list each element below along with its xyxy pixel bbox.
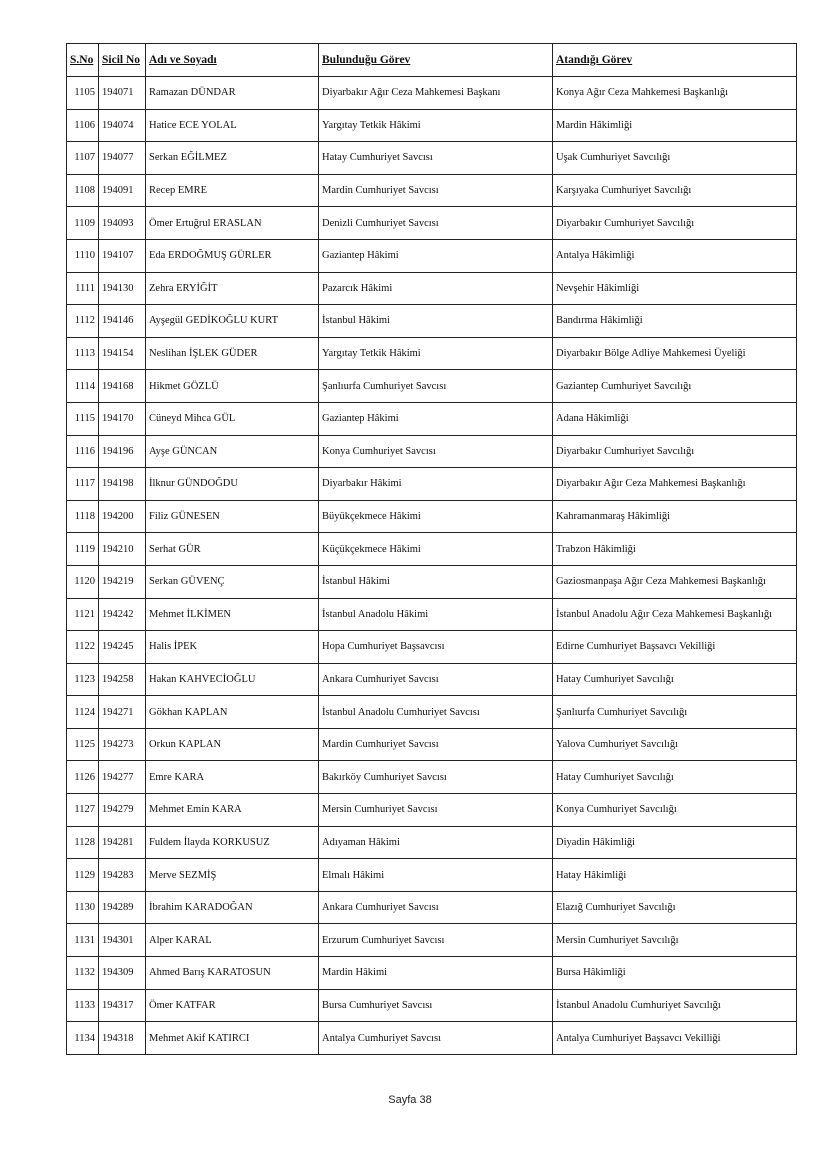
cell-name: Mehmet İLKİMEN [146, 598, 319, 631]
table-row [67, 305, 797, 338]
cell-sicil-no: 194309 [99, 957, 146, 990]
cell-assigned-post: Trabzon Hâkimliği [553, 533, 797, 566]
cell-name: Serkan GÜVENÇ [146, 565, 319, 598]
cell-assigned-post: Adana Hâkimliği [553, 402, 797, 435]
cell-name: Hakan KAHVECİOĞLU [146, 663, 319, 696]
cell-assigned-post: Nevşehir Hâkimliği [553, 272, 797, 305]
cell-name: Recep EMRE [146, 174, 319, 207]
cell-sno: 1110 [67, 239, 99, 272]
cell-current-post: Gaziantep Hâkimi [319, 402, 553, 435]
cell-current-post: Ankara Cumhuriyet Savcısı [319, 663, 553, 696]
cell-sno: 1121 [67, 598, 99, 631]
cell-assigned-post: Kahramanmaraş Hâkimliği [553, 500, 797, 533]
cell-sicil-no: 194242 [99, 598, 146, 631]
cell-sno: 1128 [67, 826, 99, 859]
table-row [67, 989, 797, 1022]
cell-name: Halis İPEK [146, 631, 319, 664]
cell-sicil-no: 194281 [99, 826, 146, 859]
cell-current-post: Mersin Cumhuriyet Savcısı [319, 794, 553, 827]
cell-sicil-no: 194071 [99, 77, 146, 110]
cell-assigned-post: İstanbul Anadolu Ağır Ceza Mahkemesi Başkanlığı [553, 598, 797, 631]
cell-sicil-no: 194200 [99, 500, 146, 533]
cell-current-post: Elmalı Hâkimi [319, 859, 553, 892]
cell-sno: 1113 [67, 337, 99, 370]
header-sicil-no: Sicil No [99, 44, 146, 77]
cell-sno: 1108 [67, 174, 99, 207]
table-row [67, 631, 797, 664]
cell-assigned-post: Şanlıurfa Cumhuriyet Savcılığı [553, 696, 797, 729]
cell-current-post: Şanlıurfa Cumhuriyet Savcısı [319, 370, 553, 403]
cell-sicil-no: 194271 [99, 696, 146, 729]
cell-sno: 1115 [67, 402, 99, 435]
cell-current-post: Pazarcık Hâkimi [319, 272, 553, 305]
cell-sicil-no: 194091 [99, 174, 146, 207]
cell-name: Emre KARA [146, 761, 319, 794]
cell-assigned-post: Karşıyaka Cumhuriyet Savcılığı [553, 174, 797, 207]
cell-sicil-no: 194168 [99, 370, 146, 403]
cell-name: Mehmet Emin KARA [146, 794, 319, 827]
cell-current-post: Bursa Cumhuriyet Savcısı [319, 989, 553, 1022]
cell-sno: 1120 [67, 565, 99, 598]
cell-assigned-post: Antalya Hâkimliği [553, 239, 797, 272]
cell-name: Serhat GÜR [146, 533, 319, 566]
cell-name: Ahmed Barış KARATOSUN [146, 957, 319, 990]
header-name: Adı ve Soyadı [146, 44, 319, 77]
table-row [67, 826, 797, 859]
assignment-table [66, 43, 797, 1055]
cell-assigned-post: Mersin Cumhuriyet Savcılığı [553, 924, 797, 957]
table-row [67, 337, 797, 370]
cell-current-post: Denizli Cumhuriyet Savcısı [319, 207, 553, 240]
cell-current-post: Erzurum Cumhuriyet Savcısı [319, 924, 553, 957]
cell-assigned-post: Uşak Cumhuriyet Savcılığı [553, 142, 797, 175]
cell-sicil-no: 194077 [99, 142, 146, 175]
cell-sno: 1122 [67, 631, 99, 664]
cell-current-post: Konya Cumhuriyet Savcısı [319, 435, 553, 468]
cell-current-post: Küçükçekmece Hâkimi [319, 533, 553, 566]
cell-name: Hatice ECE YOLAL [146, 109, 319, 142]
cell-sicil-no: 194273 [99, 728, 146, 761]
cell-current-post: İstanbul Hâkimi [319, 305, 553, 338]
header-sno: S.No [67, 44, 99, 77]
cell-current-post: Bakırköy Cumhuriyet Savcısı [319, 761, 553, 794]
cell-name: Ayşegül GEDİKOĞLU KURT [146, 305, 319, 338]
cell-current-post: Hatay Cumhuriyet Savcısı [319, 142, 553, 175]
cell-assigned-post: Hatay Cumhuriyet Savcılığı [553, 761, 797, 794]
cell-assigned-post: Gaziantep Cumhuriyet Savcılığı [553, 370, 797, 403]
table-row [67, 924, 797, 957]
cell-current-post: Gaziantep Hâkimi [319, 239, 553, 272]
table-row [67, 207, 797, 240]
cell-name: Filiz GÜNESEN [146, 500, 319, 533]
cell-name: Merve SEZMİŞ [146, 859, 319, 892]
table-row [67, 239, 797, 272]
cell-sno: 1106 [67, 109, 99, 142]
cell-assigned-post: Hatay Cumhuriyet Savcılığı [553, 663, 797, 696]
cell-name: Ramazan DÜNDAR [146, 77, 319, 110]
table-row [67, 402, 797, 435]
cell-sno: 1126 [67, 761, 99, 794]
cell-assigned-post: Bursa Hâkimliği [553, 957, 797, 990]
cell-assigned-post: Gaziosmanpaşa Ağır Ceza Mahkemesi Başkanlığı [553, 565, 797, 598]
cell-assigned-post: Mardin Hâkimliği [553, 109, 797, 142]
table-row [67, 663, 797, 696]
cell-sicil-no: 194245 [99, 631, 146, 664]
table-row [67, 468, 797, 501]
cell-name: İbrahim KARADOĞAN [146, 891, 319, 924]
page-number: Sayfa 38 [388, 1094, 432, 1106]
cell-current-post: İstanbul Hâkimi [319, 565, 553, 598]
cell-assigned-post: Diyarbakır Cumhuriyet Savcılığı [553, 207, 797, 240]
table-row [67, 370, 797, 403]
cell-assigned-post: Elazığ Cumhuriyet Savcılığı [553, 891, 797, 924]
cell-sicil-no: 194146 [99, 305, 146, 338]
cell-name: Ömer Ertuğrul ERASLAN [146, 207, 319, 240]
table-row [67, 565, 797, 598]
cell-sno: 1118 [67, 500, 99, 533]
cell-sno: 1127 [67, 794, 99, 827]
cell-name: Fuldem İlayda KORKUSUZ [146, 826, 319, 859]
cell-sno: 1131 [67, 924, 99, 957]
table-row [67, 859, 797, 892]
cell-sicil-no: 194198 [99, 468, 146, 501]
cell-sno: 1119 [67, 533, 99, 566]
cell-sno: 1123 [67, 663, 99, 696]
cell-sno: 1111 [67, 272, 99, 305]
cell-sicil-no: 194210 [99, 533, 146, 566]
cell-current-post: Adıyaman Hâkimi [319, 826, 553, 859]
cell-sicil-no: 194196 [99, 435, 146, 468]
cell-name: İlknur GÜNDOĞDU [146, 468, 319, 501]
cell-current-post: Diyarbakır Ağır Ceza Mahkemesi Başkanı [319, 77, 553, 110]
cell-sicil-no: 194301 [99, 924, 146, 957]
cell-sicil-no: 194130 [99, 272, 146, 305]
cell-sno: 1105 [67, 77, 99, 110]
cell-current-post: Hopa Cumhuriyet Başsavcısı [319, 631, 553, 664]
cell-sicil-no: 194219 [99, 565, 146, 598]
table-row [67, 174, 797, 207]
cell-sicil-no: 194258 [99, 663, 146, 696]
cell-sno: 1112 [67, 305, 99, 338]
cell-sicil-no: 194283 [99, 859, 146, 892]
cell-assigned-post: Konya Ağır Ceza Mahkemesi Başkanlığı [553, 77, 797, 110]
cell-assigned-post: Bandırma Hâkimliği [553, 305, 797, 338]
cell-sno: 1130 [67, 891, 99, 924]
cell-name: Cüneyd Mihca GÜL [146, 402, 319, 435]
cell-assigned-post: İstanbul Anadolu Cumhuriyet Savcılığı [553, 989, 797, 1022]
cell-sicil-no: 194318 [99, 1022, 146, 1055]
cell-current-post: İstanbul Anadolu Hâkimi [319, 598, 553, 631]
cell-sno: 1117 [67, 468, 99, 501]
cell-sno: 1134 [67, 1022, 99, 1055]
cell-assigned-post: Yalova Cumhuriyet Savcılığı [553, 728, 797, 761]
table-row [67, 77, 797, 110]
cell-sicil-no: 194154 [99, 337, 146, 370]
table-row [67, 533, 797, 566]
cell-sicil-no: 194093 [99, 207, 146, 240]
cell-current-post: Antalya Cumhuriyet Savcısı [319, 1022, 553, 1055]
cell-assigned-post: Diyarbakır Cumhuriyet Savcılığı [553, 435, 797, 468]
table-body [67, 77, 797, 1055]
table-row [67, 109, 797, 142]
cell-name: Neslihan İŞLEK GÜDER [146, 337, 319, 370]
cell-name: Eda ERDOĞMUŞ GÜRLER [146, 239, 319, 272]
cell-name: Orkun KAPLAN [146, 728, 319, 761]
cell-current-post: Büyükçekmece Hâkimi [319, 500, 553, 533]
cell-current-post: Mardin Hâkimi [319, 957, 553, 990]
table-row [67, 728, 797, 761]
cell-sno: 1116 [67, 435, 99, 468]
cell-current-post: Diyarbakır Hâkimi [319, 468, 553, 501]
cell-current-post: Yargıtay Tetkik Hâkimi [319, 109, 553, 142]
cell-sicil-no: 194277 [99, 761, 146, 794]
cell-name: Mehmet Akif KATIRCI [146, 1022, 319, 1055]
cell-name: Ömer KATFAR [146, 989, 319, 1022]
header-assigned-post: Atandığı Görev [553, 44, 797, 77]
table-row [67, 761, 797, 794]
cell-sicil-no: 194289 [99, 891, 146, 924]
cell-sicil-no: 194107 [99, 239, 146, 272]
table-row [67, 696, 797, 729]
table-row [67, 272, 797, 305]
table-row [67, 142, 797, 175]
table-header-row [67, 44, 797, 77]
cell-sicil-no: 194279 [99, 794, 146, 827]
table-row [67, 500, 797, 533]
cell-sno: 1107 [67, 142, 99, 175]
table-row [67, 598, 797, 631]
cell-sicil-no: 194317 [99, 989, 146, 1022]
cell-sno: 1125 [67, 728, 99, 761]
table-row [67, 957, 797, 990]
cell-sicil-no: 194074 [99, 109, 146, 142]
cell-current-post: Yargıtay Tetkik Hâkimi [319, 337, 553, 370]
header-current-post: Bulunduğu Görev [319, 44, 553, 77]
cell-name: Serkan EĞİLMEZ [146, 142, 319, 175]
cell-name: Alper KARAL [146, 924, 319, 957]
cell-assigned-post: Diyarbakır Ağır Ceza Mahkemesi Başkanlığı [553, 468, 797, 501]
cell-sno: 1109 [67, 207, 99, 240]
cell-name: Zehra ERYİĞİT [146, 272, 319, 305]
table-row [67, 1022, 797, 1055]
cell-sno: 1129 [67, 859, 99, 892]
cell-current-post: Mardin Cumhuriyet Savcısı [319, 174, 553, 207]
cell-current-post: İstanbul Anadolu Cumhuriyet Savcısı [319, 696, 553, 729]
cell-name: Hikmet GÖZLÜ [146, 370, 319, 403]
cell-sno: 1132 [67, 957, 99, 990]
cell-assigned-post: Hatay Hâkimliği [553, 859, 797, 892]
cell-current-post: Mardin Cumhuriyet Savcısı [319, 728, 553, 761]
table-row [67, 794, 797, 827]
cell-sno: 1133 [67, 989, 99, 1022]
cell-assigned-post: Diyarbakır Bölge Adliye Mahkemesi Üyeliği [553, 337, 797, 370]
cell-assigned-post: Edirne Cumhuriyet Başsavcı Vekilliği [553, 631, 797, 664]
cell-assigned-post: Konya Cumhuriyet Savcılığı [553, 794, 797, 827]
cell-name: Gökhan KAPLAN [146, 696, 319, 729]
cell-name: Ayşe GÜNCAN [146, 435, 319, 468]
cell-sicil-no: 194170 [99, 402, 146, 435]
cell-current-post: Ankara Cumhuriyet Savcısı [319, 891, 553, 924]
table-row [67, 435, 797, 468]
cell-assigned-post: Diyadin Hâkimliği [553, 826, 797, 859]
cell-sno: 1124 [67, 696, 99, 729]
table-row [67, 891, 797, 924]
cell-assigned-post: Antalya Cumhuriyet Başsavcı Vekilliği [553, 1022, 797, 1055]
cell-sno: 1114 [67, 370, 99, 403]
